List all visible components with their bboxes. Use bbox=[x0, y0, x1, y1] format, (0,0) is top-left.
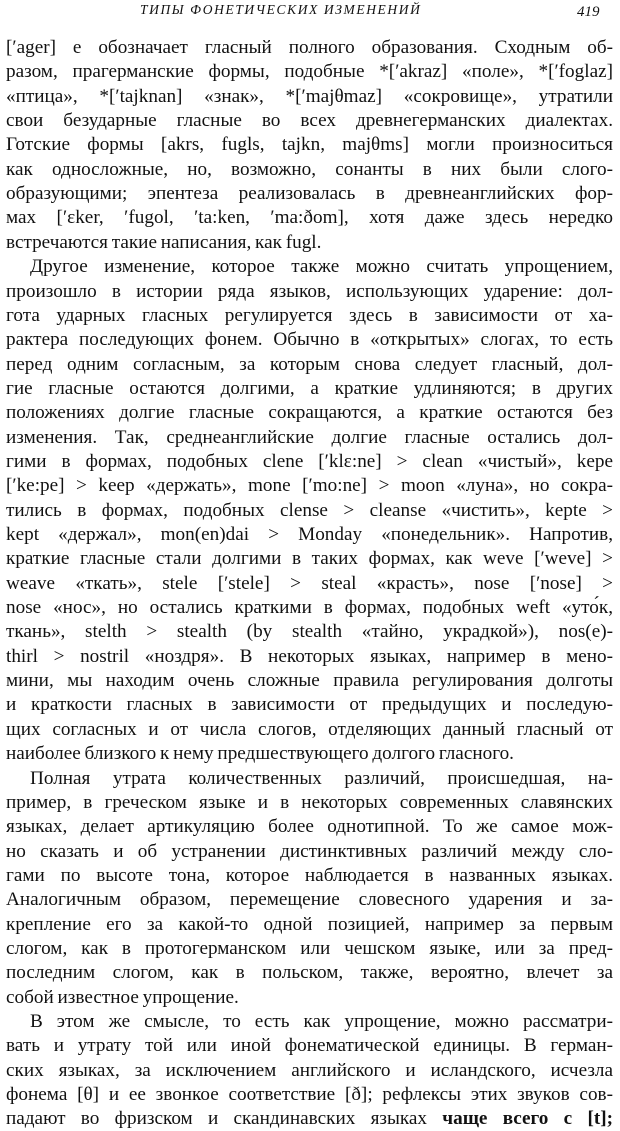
text-line-content: произошло в истории ряда языков, использующих ударение: дол- bbox=[6, 280, 613, 302]
text-line-content: ских языках, за исключением английского и исландского, исчезла bbox=[6, 1059, 613, 1081]
text-line-content: образующими; эпентеза реализовалась в древнеанглийских фор- bbox=[6, 183, 613, 205]
text-line bbox=[6, 158, 613, 182]
text-line-content: thirl > nostril «ноздря». В некоторых языках, например в мено- bbox=[6, 645, 613, 667]
text-line bbox=[6, 60, 613, 84]
text-line-content: падают во фризском и скандинавских языках bbox=[6, 1108, 428, 1130]
text-line-content: гота ударных гласных регулируется здесь в зависимости от ха- bbox=[6, 304, 613, 326]
text-line bbox=[6, 401, 613, 425]
page-number: 419 bbox=[577, 4, 600, 20]
text-line-content: последним слогом, как в польском, также, вероятно, влечет за bbox=[6, 962, 613, 984]
text-line-content: как односложные, но, возможно, сонанты в них были слого- bbox=[6, 158, 613, 180]
text-line-content: вать и утрату той или иной фонематической единицы. В герман- bbox=[6, 1035, 613, 1057]
text-line-content: гами по высоте тона, которое наблюдается в названных языках. bbox=[6, 864, 613, 886]
text-line-content: мини, мы находим очень сложные правила регулирования долготы bbox=[6, 670, 613, 692]
text-line bbox=[6, 596, 613, 620]
text-line bbox=[6, 1059, 613, 1083]
text-line bbox=[6, 1107, 613, 1131]
text-line bbox=[6, 718, 613, 742]
text-line bbox=[6, 109, 613, 133]
text-line bbox=[30, 767, 613, 791]
text-line bbox=[6, 231, 613, 255]
text-line-content: kept «держал», mon(en)dai > Monday «понедельник». Напротив, bbox=[6, 524, 613, 545]
text-line-content: мах [′ɛker, ′fugol, ′ta:ken, ′ma:ðom], хотя даже здесь нередко bbox=[6, 207, 613, 229]
text-line-content: [′ke:pe] > keep «держать», mone [′mo:ne] > moon «луна», но сокра- bbox=[6, 475, 613, 497]
text-line bbox=[6, 1083, 613, 1107]
text-line bbox=[6, 986, 613, 1010]
text-line bbox=[6, 840, 613, 864]
text-line-content: рактера последующих фонем. Обычно в «открытых» слогах, то есть bbox=[6, 329, 613, 351]
text-line bbox=[6, 353, 613, 377]
text-line bbox=[6, 888, 613, 912]
text-line-content: слогом, как в протогерманском или чешском языке, или за пред- bbox=[6, 937, 613, 959]
text-line bbox=[6, 36, 613, 60]
text-line bbox=[6, 669, 613, 693]
text-line-content: крепление его за какой-то одной позицией, например за первым bbox=[6, 913, 613, 935]
text-line bbox=[6, 133, 613, 157]
text-line-content: Полная утрата количественных различий, происшедшая, на- bbox=[30, 767, 613, 789]
text-line-content: перед одним согласным, за которым снова следует гласный, дол- bbox=[6, 353, 613, 375]
text-line-content: В этом же смысле, то есть как упрощение, можно рассматри- bbox=[30, 1011, 613, 1032]
text-line bbox=[30, 255, 613, 279]
text-line bbox=[6, 450, 613, 474]
text-line bbox=[6, 523, 613, 547]
text-line-bold-tail: чаще всего с [t]; bbox=[442, 1108, 614, 1130]
text-line-content: встречаются такие написания, как fugl. bbox=[6, 231, 322, 253]
text-line-content: языках, делает артикуляцию более однотипной. То же самое мож- bbox=[6, 816, 613, 838]
text-line-content: «птица», *[′tajknan] «знак», *[′majθmaz] «сокровище», утратили bbox=[6, 85, 613, 107]
text-line bbox=[6, 572, 613, 596]
text-line bbox=[6, 547, 613, 571]
running-head bbox=[0, 0, 620, 30]
text-line-content: тились в формах, подобных clense > cleanse «чистить», kepte > bbox=[6, 499, 613, 521]
running-title: ТИПЫ ФОНЕТИЧЕСКИХ ИЗМЕНЕНИЙ bbox=[140, 2, 422, 17]
text-line bbox=[6, 742, 613, 766]
text-line bbox=[6, 426, 613, 450]
text-line-content: изменения. Так, среднеанглийские долгие гласные остались дол- bbox=[6, 426, 613, 448]
text-line-content: гими в формах, подобных clene [′klɛ:ne] > clean «чистый», kepe bbox=[6, 450, 613, 472]
text-line-content: гие гласные остаются долгими, а краткие удлиняются; в других bbox=[6, 377, 613, 399]
text-line-content: собой известное упрощение. bbox=[6, 986, 239, 1008]
text-line bbox=[6, 791, 613, 815]
text-line-content: Аналогичным образом, перемещение словесного ударения и за- bbox=[6, 889, 613, 911]
text-line bbox=[6, 499, 613, 523]
text-line-content: Готские формы [akrs, fugls, tajkn, majθms] могли произноситься bbox=[6, 134, 613, 156]
text-line-content: Другое изменение, которое также можно считать упрощением, bbox=[30, 256, 613, 278]
text-line bbox=[6, 815, 613, 839]
text-line-content: краткие гласные стали долгими в таких формах, как weve [′weve] > bbox=[6, 548, 613, 570]
text-line-content: пример, в греческом языке и в некоторых современных славянских bbox=[6, 791, 613, 813]
text-line bbox=[6, 474, 613, 498]
text-line-content: но сказать и об устранении дистинктивных различий между сло- bbox=[6, 840, 613, 862]
text-line-content: наиболее близкого к нему предшествующего долгого гласного. bbox=[6, 743, 514, 765]
text-line-content: свои безударные гласные во всех древнегерманских диалектах. bbox=[6, 110, 613, 132]
text-line-content: фонема [θ] и ее звонкое соответствие [ð]; рефлексы этих звуков сов- bbox=[6, 1084, 613, 1106]
text-line-content: weave «ткать», stele [′stele] > steal «красть», nose [′nose] > bbox=[6, 572, 613, 594]
text-line-content: положениях долгие гласные сокращаются, а краткие остаются без bbox=[6, 402, 613, 424]
text-line-content: и краткости гласных в зависимости от предыдущих и последую- bbox=[6, 694, 613, 716]
text-line bbox=[6, 206, 613, 230]
text-line-content: ткань», stelth > stealth (by stealth «тайно, украдкой»), nos(e)- bbox=[6, 621, 613, 643]
text-line-content: nose «нос», но остались краткими в формах, подобных weft «уто́к, bbox=[6, 597, 613, 619]
text-line bbox=[6, 620, 613, 644]
text-line bbox=[6, 182, 613, 206]
text-line bbox=[6, 304, 613, 328]
text-line bbox=[6, 693, 613, 717]
text-line bbox=[6, 1034, 613, 1058]
text-line bbox=[6, 913, 613, 937]
text-line bbox=[6, 328, 613, 352]
text-line bbox=[6, 937, 613, 961]
text-line bbox=[6, 85, 613, 109]
text-line bbox=[30, 1010, 613, 1034]
text-line-content: разом, прагерманские формы, подобные *[′akraz] «поле», *[′foglaz] bbox=[6, 61, 613, 83]
text-line-content: [′ager] е обозначает гласный полного образования. Сходным об- bbox=[6, 37, 613, 58]
text-line bbox=[6, 864, 613, 888]
text-line bbox=[6, 280, 613, 304]
text-line-content: щих согласных и от числа слогов, отделяющих данный гласный от bbox=[6, 718, 613, 740]
text-line bbox=[6, 645, 613, 669]
text-line bbox=[6, 377, 613, 401]
text-line bbox=[6, 961, 613, 985]
